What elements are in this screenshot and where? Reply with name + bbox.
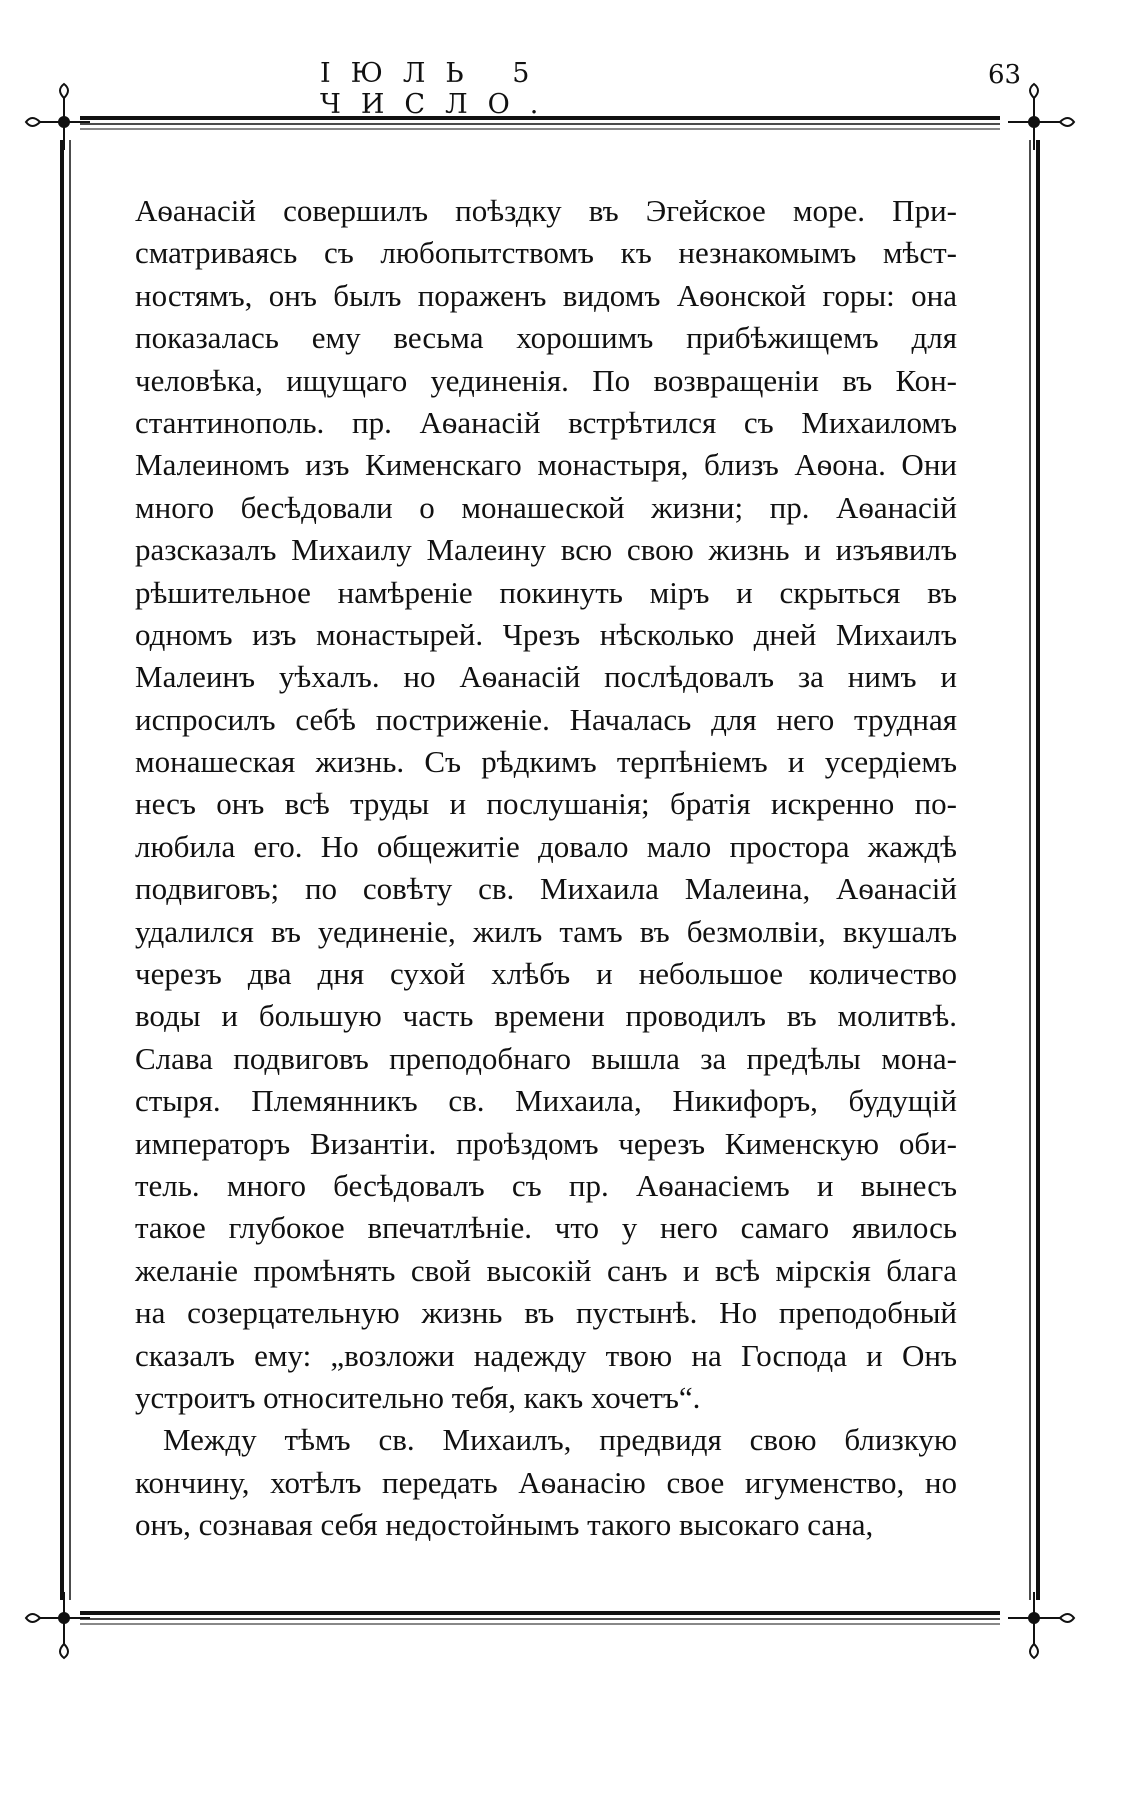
- text-line: несъ онъ всѣ труды и послушанія; братія искренно по-: [135, 786, 957, 822]
- text-line: желаніе промѣнять свой высокій санъ и всѣ мірскія блага: [135, 1252, 957, 1288]
- text-line: стантинополь. пр. Аѳанасій встрѣтился съ Михаиломъ: [135, 404, 957, 440]
- text-line: такое глубокое впечатлѣніе. что у него самаго явилось: [135, 1210, 957, 1246]
- corner-ornament-bottom-left: [26, 1592, 90, 1658]
- text-line: человѣка, ищущаго уединенія. По возвращеніи въ Кон-: [135, 362, 957, 398]
- paragraph-1: [135, 190, 957, 1419]
- text-line: испросилъ себѣ постриженіе. Началась для него трудная: [135, 701, 957, 737]
- text-line: ностямъ, онъ былъ пораженъ видомъ Аѳонской горы: она: [135, 277, 957, 313]
- text-line: на созерцательную жизнь въ пустынѣ. Но преподобный: [135, 1295, 957, 1331]
- text-line: монашеская жизнь. Съ рѣдкимъ терпѣніемъ и усердіемъ: [135, 744, 957, 780]
- text-line: показалась ему весьма хорошимъ прибѣжищемъ для: [135, 320, 957, 356]
- corner-ornament-bottom-right: [1008, 1592, 1074, 1658]
- text-line: стыря. Племянникъ св. Михаила, Никифоръ, будущій: [135, 1083, 957, 1119]
- page-number: 63: [988, 60, 1022, 90]
- text-line: тель. много бесѣдовалъ съ пр. Аѳанасіемъ и вынесъ: [135, 1167, 957, 1203]
- text-line: Аѳанасій совершилъ поѣздку въ Эгейское море. При-: [135, 193, 957, 228]
- text-line: сматриваясь съ любопытствомъ къ незнакомымъ мѣст-: [135, 235, 957, 271]
- text-line: воды и большую часть времени проводилъ въ молитвѣ.: [135, 998, 957, 1034]
- text-line: много бесѣдовали о монашеской жизни; пр. Аѳанасій: [135, 489, 957, 525]
- text-line: подвиговъ; по совѣту св. Михаила Малеина, Аѳанасій: [135, 871, 957, 907]
- text-line: удалился въ уединеніе, жилъ тамъ въ безмолвіи, вкушалъ: [135, 913, 957, 949]
- text-line: разсказалъ Михаилу Малеину всю свою жизнь и изъявилъ: [135, 532, 957, 568]
- body-text: [135, 190, 957, 1547]
- text-line: онъ, сознавая себя недостойнымъ такого высокаго сана,: [135, 1507, 874, 1543]
- text-line: рѣшительное намѣреніе покинуть міръ и скрыться въ: [135, 574, 957, 610]
- text-line: Малеинъ уѣхалъ. но Аѳанасій послѣдовалъ за нимъ и: [135, 659, 957, 695]
- text-line: одномъ изъ монастырей. Чрезъ нѣсколько дней Михаилъ: [135, 616, 957, 652]
- text-line: Слава подвиговъ преподобнаго вышла за предѣлы мона-: [135, 1040, 957, 1076]
- text-line: черезъ два дня сухой хлѣбъ и небольшое количество: [135, 956, 957, 992]
- text-line: устроитъ относительно тебя, какъ хочетъ“.: [135, 1379, 701, 1415]
- text-line: Малеиномъ изъ Кименскаго монастыря, близъ Аѳона. Они: [135, 447, 957, 483]
- text-line: Между тѣмъ св. Михаилъ, предвидя свою близкую: [163, 1422, 957, 1458]
- running-head-title: ІЮЛЬ 5 ЧИСЛО.: [320, 58, 559, 120]
- corner-ornament-top-right: [1008, 84, 1074, 150]
- text-line: сказалъ ему: „возложи надежду твою на Господа и Онъ: [135, 1337, 957, 1373]
- paragraph-2: [135, 1419, 957, 1546]
- text-line: кончину, хотѣлъ передать Аѳанасію свое игуменство, но: [135, 1464, 957, 1500]
- text-line: императоръ Византіи. проѣздомъ черезъ Кименскую оби-: [135, 1125, 957, 1161]
- text-line: любила его. Но общежитіе довало мало простора жаждѣ: [135, 828, 957, 864]
